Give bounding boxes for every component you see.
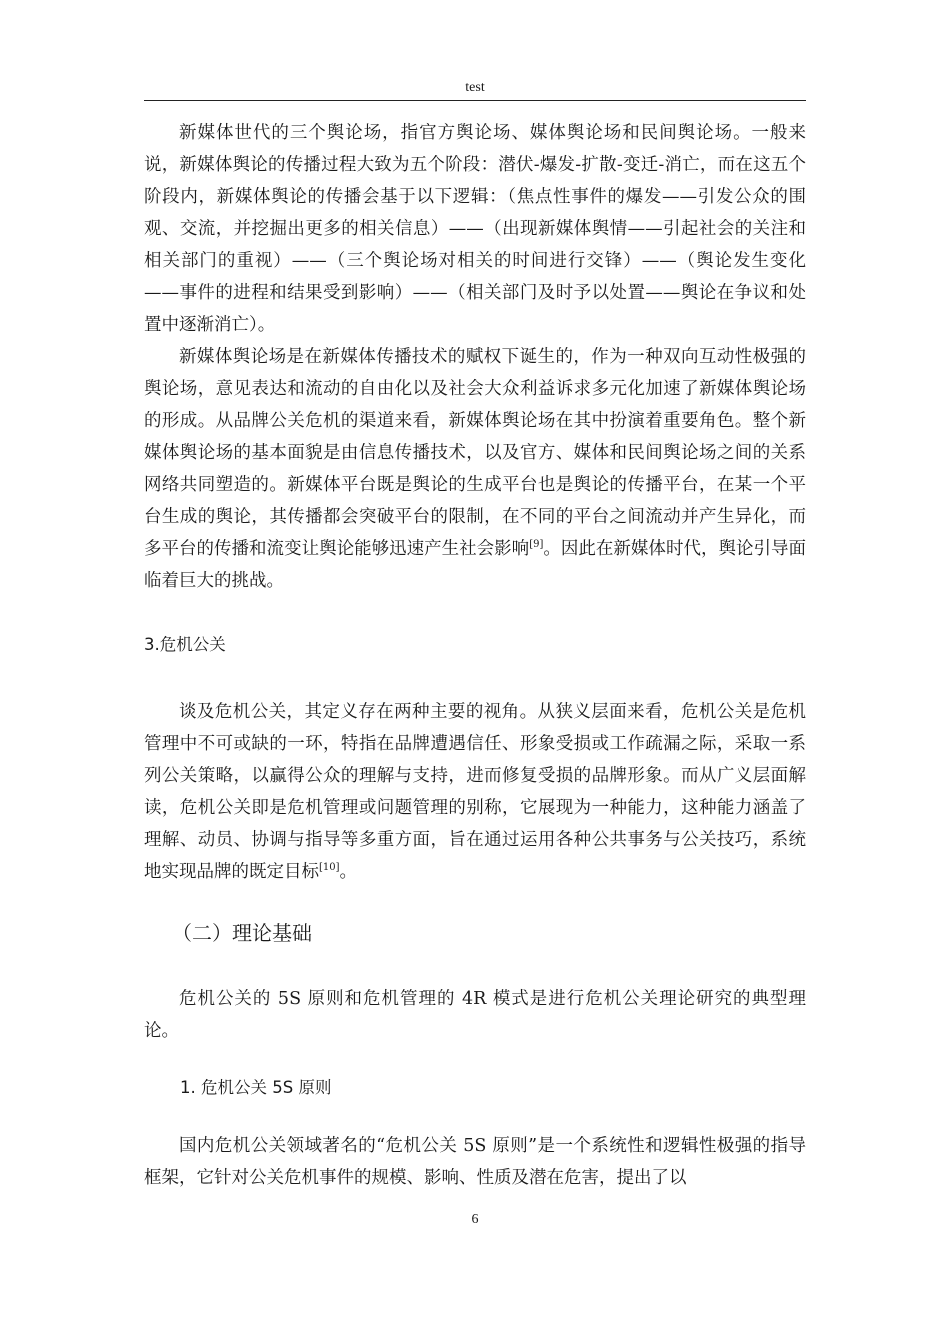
section-heading-theory: （二）理论基础 (172, 921, 312, 945)
paragraph-opinion-fields: 新媒体世代的三个舆论场，指官方舆论场、媒体舆论场和民间舆论场。一般来说，新媒体舆论的传播过程大致为五个阶段：潜伏-爆发-扩散-变迁-消亡，而在这五个阶段内，新媒体舆论的传播会基于以下逻辑：（焦点性事件的爆发——引发公众的围观、交流，并挖掘出更多的相关信息）——（出现新媒体舆情——引起社会的关注和相关部门的重视）——（三个舆论场对相关的时间进行交锋）——（舆论发生变化——事件的进程和结果受到影响）——（相关部门及时予以处置——舆论在争议和处置中逐渐消亡）。 (144, 123, 806, 335)
document-body (144, 117, 806, 1194)
citation-ref: [10] (319, 862, 340, 874)
page-header: test (465, 80, 485, 95)
page-number: 6 (471, 1212, 479, 1227)
header-divider (144, 100, 806, 101)
paragraph-crisis-pr-definition (144, 696, 806, 888)
section-heading-crisis-pr: 3.危机公关 (144, 635, 226, 654)
paragraph-theory-intro: 危机公关的 5S 原则和危机管理的 4R 模式是进行危机公关理论研究的典型理论。 (144, 989, 806, 1041)
citation-ref: [9] (529, 539, 544, 551)
paragraph-text: 新媒体舆论场是在新媒体传播技术的赋权下诞生的，作为一种双向互动性极强的舆论场，意见表达和流动的自由化以及社会大众利益诉求多元化加速了新媒体舆论场的形成。从品牌公关危机的渠道来看，新媒体舆论场在其中扮演着重要角色。整个新媒体舆论场的基本面貌是由信息传播技术，以及官方、媒体和民间舆论场之间的关系网络共同塑造的。新媒体平台既是舆论的生成平台也是舆论的传播平台，在某一个平台生成的舆论，其传播都会突破平台的限制，在不同的平台之间流动并产生异化，而多平台的传播和流变让舆论能够迅速产生社会影响 (144, 347, 806, 559)
paragraph-tail: 。因此在新媒体时代，舆论引导面临着巨大的挑战。 (144, 539, 807, 591)
paragraph-new-media-field (144, 341, 806, 597)
paragraph-text: 谈及危机公关，其定义存在两种主要的视角。从狭义层面来看，危机公关是危机管理中不可或缺的一环，特指在品牌遭遇信任、形象受损或工作疏漏之际，采取一系列公关策略，以赢得公众的理解与支持，进而修复受损的品牌形象。而从广义层面解读，危机公关即是危机管理或问题管理的别称，它展现为一种能力，这种能力涵盖了理解、动员、协调与指导等多重方面，旨在通过运用各种公共事务与公关技巧，系统地实现品牌的既定目标 (144, 702, 806, 882)
paragraph-tail: 。 (339, 862, 358, 882)
subsection-heading-5s: 1. 危机公关 5S 原则 (180, 1078, 332, 1097)
paragraph-5s-principle: 国内危机公关领域著名的“危机公关 5S 原则”是一个系统性和逻辑性极强的指导框架，它针对公关危机事件的规模、影响、性质及潜在危害，提出了以 (144, 1136, 806, 1188)
